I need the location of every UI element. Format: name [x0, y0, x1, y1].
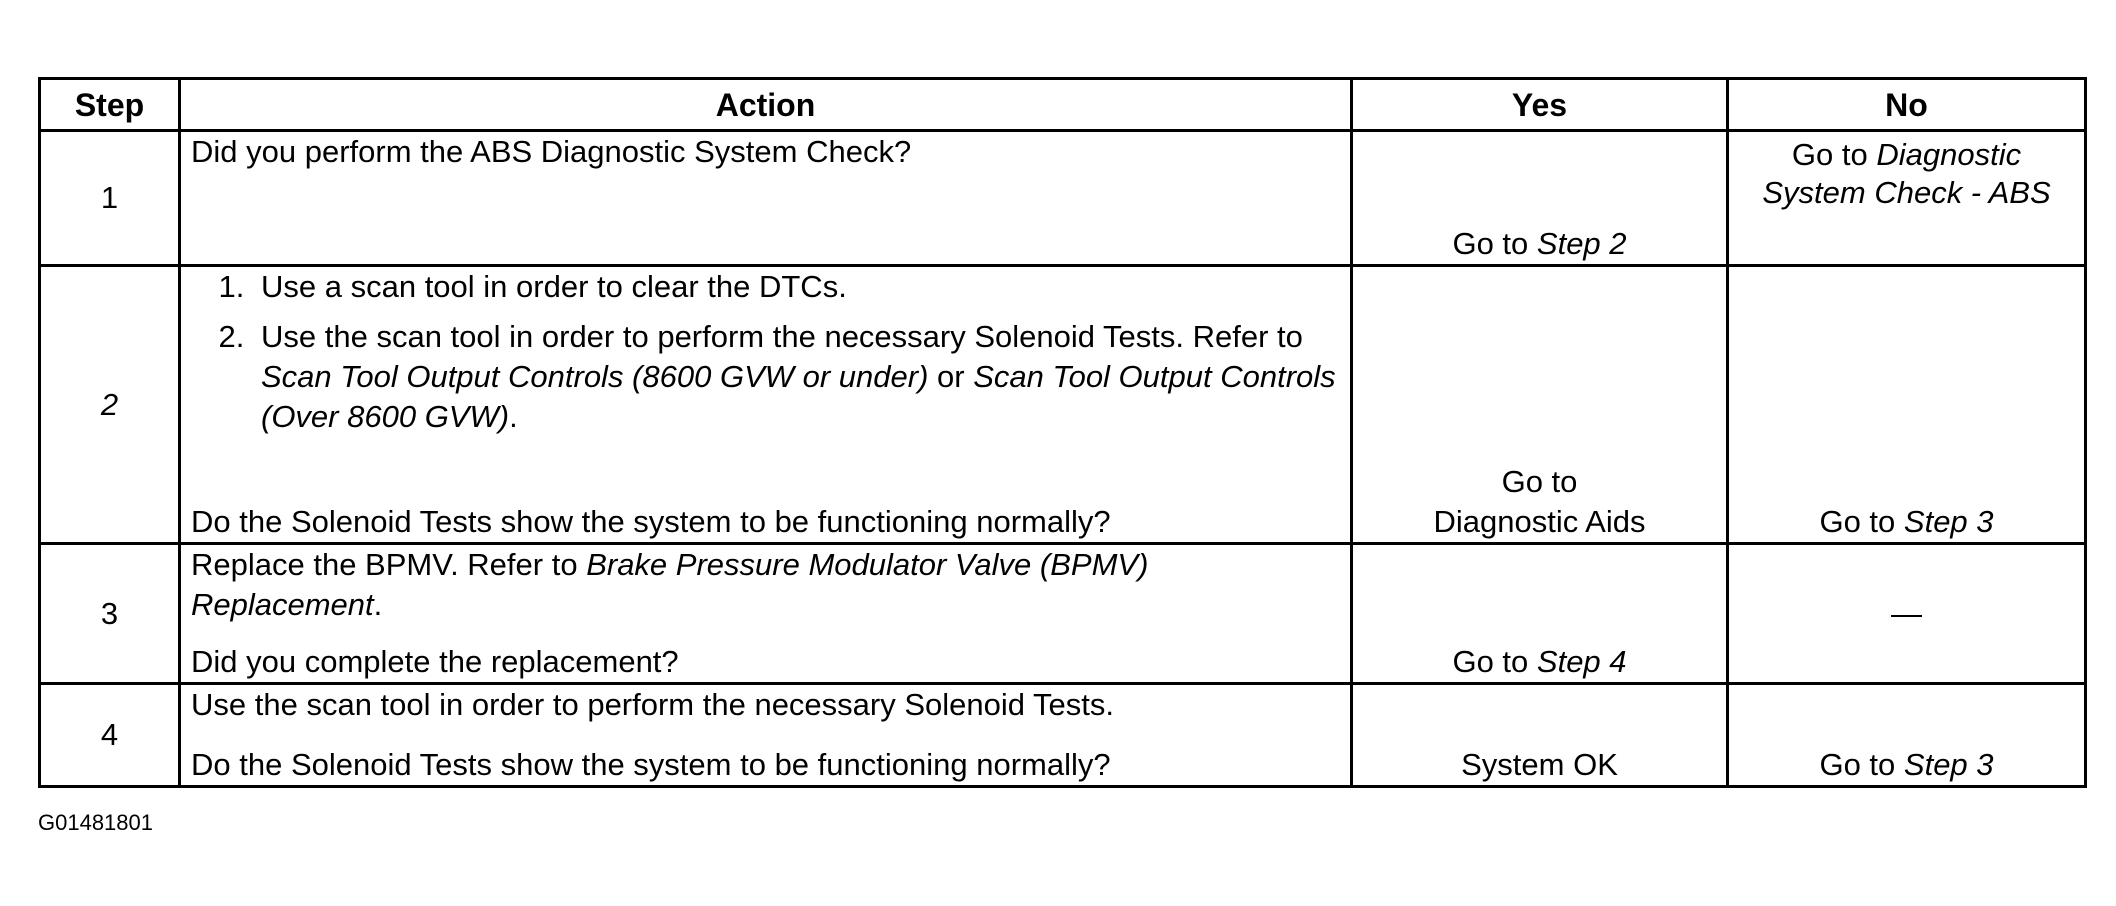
no-diagnostic-link[interactable]: Diagnostic System Check - ABS: [1762, 137, 2051, 210]
table-row: [40, 131, 2086, 266]
action-list: [191, 267, 1340, 447]
no-step-link[interactable]: Step 3: [1903, 504, 1994, 539]
action-cell: [180, 684, 1352, 787]
yes-cell: [1352, 544, 1728, 684]
action-question: Do the Solenoid Tests show the system to be functioning normally?: [191, 504, 1111, 539]
no-prefix: Go to: [1791, 137, 1877, 172]
header-step: Step: [40, 79, 180, 131]
action-question: Did you perform the ABS Diagnostic System Check?: [191, 134, 912, 169]
list-item: 2. Use the scan tool in order to perform the necessary Solenoid Tests. Refer to Scan Tool Output Controls (8600 GVW or under) or Scan Tool Output Controls (Over 8600 GVW).: [253, 317, 1340, 437]
diagnostic-table: [38, 77, 2087, 788]
header-row: [40, 79, 2086, 131]
header-no: No: [1728, 79, 2086, 131]
figure-caption: G01481801: [38, 810, 153, 835]
ref-link[interactable]: Brake Pressure Modulator Valve (BPMV) Replacement: [191, 547, 1149, 622]
no-cell: —: [1728, 544, 2086, 684]
header-yes: Yes: [1352, 79, 1728, 131]
step-number: 4: [40, 684, 180, 787]
table-row: [40, 684, 2086, 787]
no-prefix: Go to: [1819, 504, 1904, 539]
action-text: Replace the BPMV. Refer to Brake Pressure Modulator Valve (BPMV) Replacement.: [191, 547, 1149, 622]
action-cell: [180, 266, 1352, 544]
yes-cell: [1352, 266, 1728, 544]
yes-prefix: Go to: [1452, 644, 1537, 679]
action-text: Use the scan tool in order to perform the necessary Solenoid Tests.: [191, 687, 1115, 722]
header-action: Action: [180, 79, 1352, 131]
action-question: Do the Solenoid Tests show the system to be functioning normally?: [191, 747, 1111, 782]
yes-diagnostic-aids-link[interactable]: Diagnostic Aids: [1433, 504, 1646, 539]
no-cell: [1728, 131, 2086, 266]
list-item: 1. Use a scan tool in order to clear the DTCs.: [253, 267, 1340, 307]
action-cell: [180, 131, 1352, 266]
yes-cell: [1352, 131, 1728, 266]
no-step-link[interactable]: Step 3: [1903, 747, 1994, 782]
no-prefix: Go to: [1819, 747, 1904, 782]
no-cell: [1728, 266, 2086, 544]
no-cell: [1728, 684, 2086, 787]
yes-line-1: Go to: [1501, 464, 1578, 499]
table-row: [40, 266, 2086, 544]
step-number: 1: [40, 131, 180, 266]
action-cell: [180, 544, 1352, 684]
yes-step-link[interactable]: Step 4: [1536, 644, 1627, 679]
ref-link[interactable]: Scan Tool Output Controls (8600 GVW or under): [261, 359, 929, 394]
yes-step-link[interactable]: Step 2: [1536, 226, 1627, 261]
action-question: Did you complete the replacement?: [191, 644, 679, 679]
table-row: [40, 544, 2086, 684]
ref-link[interactable]: Scan Tool Output Controls (Over 8600 GVW): [261, 359, 1336, 434]
yes-prefix: Go to: [1452, 226, 1537, 261]
step-number: 2: [40, 266, 180, 544]
yes-cell: System OK: [1352, 684, 1728, 787]
step-number: 3: [40, 544, 180, 684]
